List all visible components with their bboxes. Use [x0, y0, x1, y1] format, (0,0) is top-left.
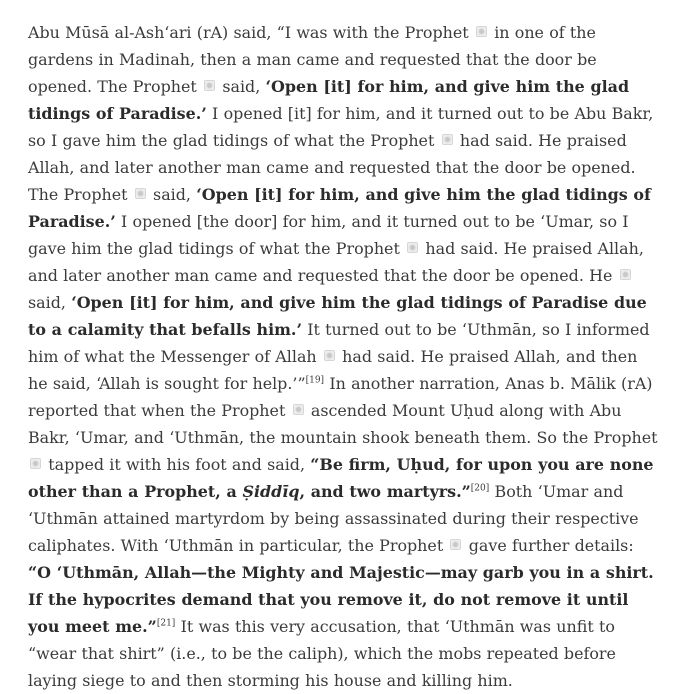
text-segment: It turned out to be ‘Uthmān, so I informed him of what the Messenger of Allah	[28, 320, 650, 366]
text-segment: said,	[217, 77, 266, 96]
italic-term: Ṣiddīq	[242, 482, 300, 501]
text-segment: had said. He praised Allah, and later another man came and requested that the door be opened. The Prophet	[28, 131, 636, 204]
salawat-icon	[204, 80, 215, 91]
text-segment: had said. He praised Allah, and then he said, ‘Allah is sought for help.’”	[28, 347, 638, 393]
footnote-link-21[interactable]: [21]	[156, 618, 176, 629]
text-segment: had said. He praised Allah, and later another man came and requested that the door be opened. He	[28, 239, 644, 285]
text-segment: Both ‘Umar and ‘Uthmān attained martyrdom by being assassinated during their respective caliphates. With ‘Uthmān in particular, the Prophet	[28, 482, 639, 555]
bold-quote: “O ‘Uthmān, Allah—the Mighty and Majestic—may garb you in a shirt. If the hypocrites demand that you remove it, do not remove it until you meet me.”	[28, 563, 654, 636]
bold-quote-part: “Be firm, Uḥud, for upon you are none other than a Prophet, a	[28, 455, 654, 501]
salawat-icon	[620, 269, 631, 280]
salawat-icon	[407, 242, 418, 253]
text-segment: Abu Mūsā al-Ash‘ari (rA) said, “I was with the Prophet	[28, 23, 474, 42]
salawat-icon	[135, 188, 146, 199]
text-segment: In another narration, Anas b. Mālik (rA) reported that when the Prophet	[28, 374, 653, 420]
text-segment: I opened [it] for him, and it turned out to be Abu Bakr, so I gave him the glad tidings of what the Prophet	[28, 104, 654, 150]
salawat-icon	[442, 134, 453, 145]
hadith-paragraph	[28, 19, 658, 694]
salawat-icon	[450, 539, 461, 550]
salawat-icon	[476, 26, 487, 37]
text-segment: in one of the gardens in Madinah, then a man came and requested that the door be opened. The Prophet	[28, 23, 597, 96]
salawat-icon	[30, 458, 41, 469]
footnote-link-20[interactable]: [20]	[470, 483, 490, 494]
text-segment: said,	[147, 185, 197, 204]
text-segment: It was this very accusation, that ‘Uthmān was unfit to “wear that shirt” (i.e., to be the caliph), which the mobs repeated before laying siege to and then storming his house and killing him.	[28, 617, 616, 690]
salawat-icon	[293, 404, 304, 415]
bold-quote: ‘Open [it] for him, and give him the glad tidings of Paradise.’	[28, 77, 630, 123]
footnote-link-19[interactable]: [19]	[305, 375, 325, 386]
text-segment: ascended Mount Uḥud along with Abu Bakr, ‘Umar, and ‘Uthmān, the mountain shook beneath them. So the Prophet	[28, 401, 658, 447]
salawat-icon	[324, 350, 335, 361]
bold-quote-part: , and two martyrs.”	[299, 482, 471, 501]
bold-quote: ‘Open [it] for him, and give him the glad tidings of Paradise.’	[28, 185, 651, 231]
text-segment: tapped it with his foot and said,	[43, 455, 311, 474]
text-segment: gave further details:	[463, 536, 634, 555]
bold-quote: ‘Open [it] for him, and give him the glad tidings of Paradise due to a calamity that befalls him.’	[28, 293, 647, 339]
text-segment: said,	[28, 293, 72, 312]
text-segment: I opened [the door] for him, and it turned out to be ‘Umar, so I gave him the glad tidings of what the Prophet	[28, 212, 629, 258]
